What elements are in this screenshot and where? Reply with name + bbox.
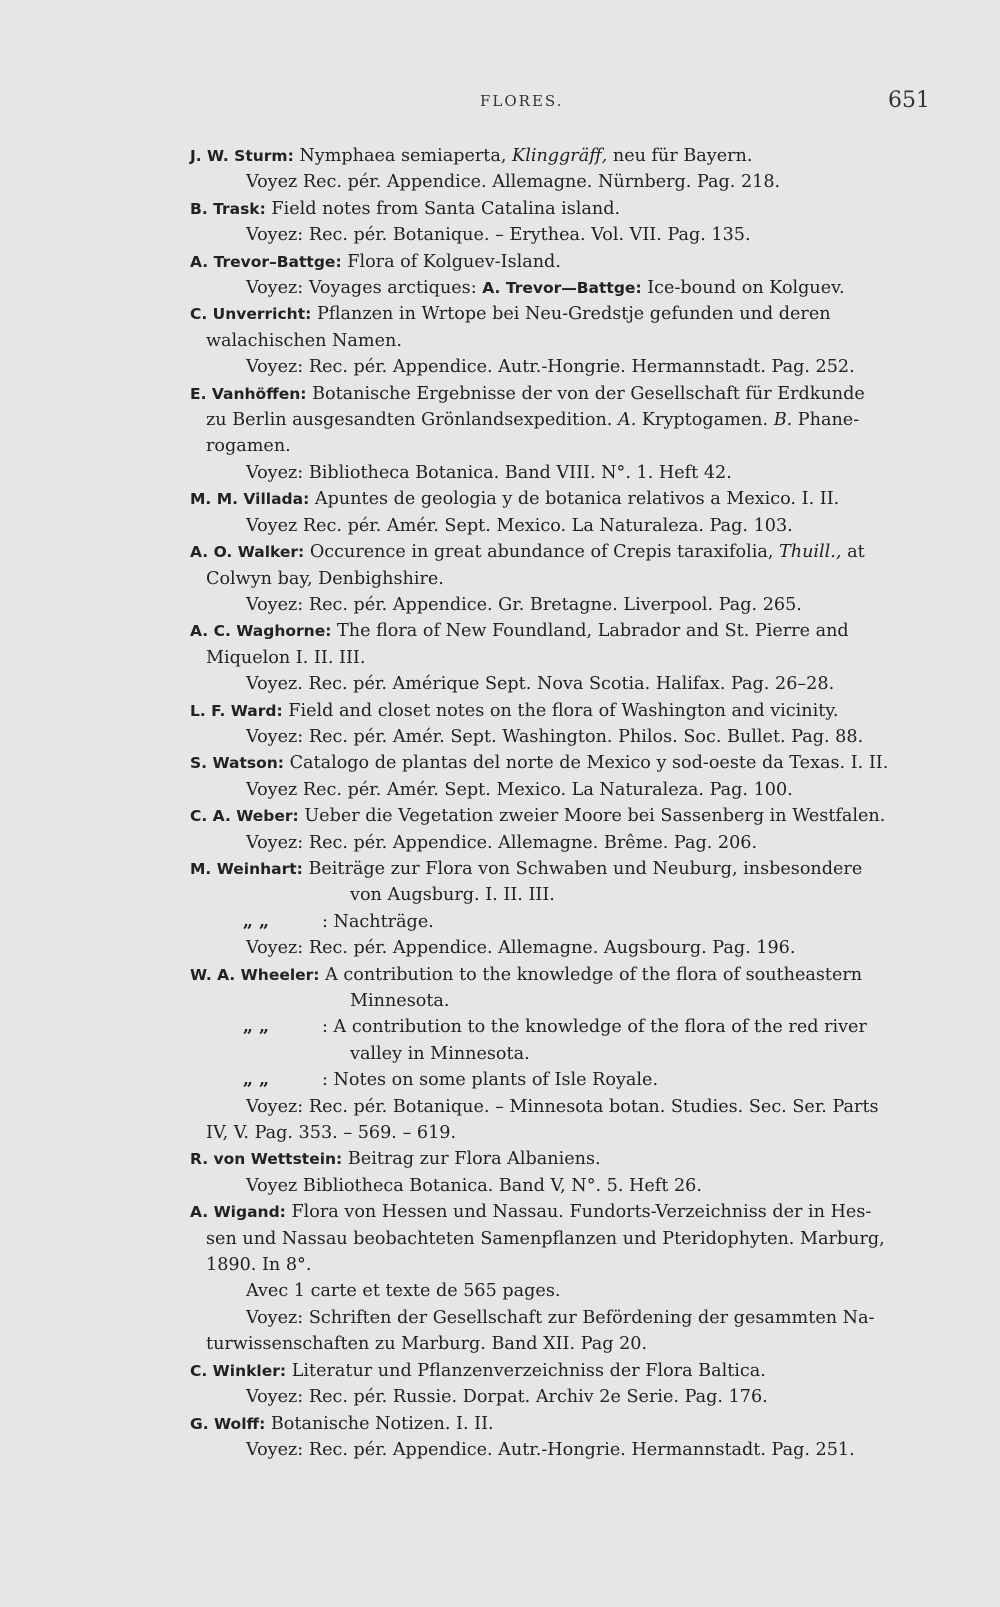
bibliography-entry [190, 803, 930, 856]
reference-text: Ice-bound on Kolguev. [641, 278, 845, 299]
bibliography-entry [190, 1199, 930, 1357]
entry-author: J. W. Sturm: [190, 147, 294, 165]
entry-title: The flora of New Foundland, Labrador and St. Pierre and [337, 621, 849, 642]
bibliography-entry [190, 1411, 930, 1464]
entry-title-continued: 1890. In 8°. [206, 1255, 312, 1276]
entry-author: A. Trevor–Battge: [190, 252, 342, 271]
bibliography-entry [190, 486, 930, 539]
bibliography-entry [190, 143, 930, 196]
entry-title: Field notes from Santa Catalina island. [271, 198, 621, 219]
entry-title-italic: Thuill., [779, 542, 842, 563]
reference-text: Voyez: Voyages arctiques: [246, 278, 483, 299]
entry-author: A. C. Waghorne: [190, 622, 332, 641]
bibliography-entry [190, 301, 930, 380]
entry-author: A. O. Walker: [190, 543, 305, 562]
entry-title: Ueber die Vegetation zweier Moore bei Sassenberg in Westfalen. [304, 806, 886, 827]
sub-title-text: : Notes on some plants of Isle Royale. [322, 1070, 659, 1091]
entry-reference: Voyez: Rec. pér. Amér. Sept. Washington. Philos. Soc. Bullet. Pag. 88. [246, 726, 864, 747]
entry-title: Field and closet notes on the flora of Washington and vicinity. [288, 700, 839, 721]
bibliography-entry [190, 1358, 930, 1411]
bibliography-entry [190, 856, 930, 962]
entry-title-italic: Klinggräff, [512, 146, 608, 166]
reference-author: A. Trevor—Battge: [482, 279, 642, 298]
entry-title: Nymphaea semiaperta, [299, 146, 513, 166]
bibliography-entry [190, 196, 930, 249]
entry-author: S. Watson: [190, 754, 284, 773]
entry-title: Botanische Ergebnisse der von der Gesellschaft für Erdkunde [312, 383, 865, 404]
entry-reference: Voyez: Rec. pér. Botanique. – Erythea. Vol. VII. Pag. 135. [246, 225, 751, 246]
ditto-marks: „ „ [242, 1069, 270, 1091]
entry-author: B. Trask: [190, 199, 266, 218]
page-number: 651 [888, 88, 930, 113]
entry-reference: Voyez: Bibliotheca Botanica. Band VIII. N°. 1. Heft 42. [246, 462, 732, 483]
entry-title: Occurence in great abundance of Crepis taraxifolia, [309, 542, 780, 563]
entry-title-continued: Colwyn bay, Denbighshire. [206, 568, 444, 589]
entry-author: E. Vanhöffen: [190, 384, 307, 403]
entry-sub-title [190, 1014, 930, 1040]
title-italic: A. [618, 410, 637, 431]
running-title: FLORES. [480, 92, 564, 110]
entry-note: Avec 1 carte et texte de 565 pages. [246, 1281, 561, 1302]
entry-reference: Voyez Rec. pér. Amér. Sept. Mexico. La Naturaleza. Pag. 103. [246, 515, 793, 536]
entry-author: M. M. Villada: [190, 490, 310, 509]
bibliography-entry [190, 539, 930, 618]
entry-title: A contribution to the knowledge of the flora of southeastern [325, 964, 863, 985]
entry-title-continued: Minnesota. [350, 991, 450, 1011]
entry-author: R. von Wettstein: [190, 1150, 343, 1169]
entry-author: C. Unverricht: [190, 305, 312, 324]
entry-reference: Voyez: Rec. pér. Russie. Dorpat. Archiv 2e Serie. Pag. 176. [246, 1387, 768, 1408]
entry-title: Beitrag zur Flora Albaniens. [347, 1149, 601, 1170]
entry-title: Apuntes de geologia y de botanica relativos a Mexico. I. II. [314, 489, 840, 510]
title-text: Kryptogamen. [636, 410, 774, 431]
bibliography-entry [190, 249, 930, 302]
ditto-marks: „ „ [242, 910, 270, 932]
entry-title-continued: rogamen. [206, 436, 291, 457]
bibliography-entry [190, 618, 930, 697]
entry-reference: Voyez Rec. pér. Appendice. Allemagne. Nürnberg. Pag. 218. [246, 172, 781, 193]
title-italic: B. [773, 410, 793, 431]
entry-reference: Voyez: Rec. pér. Appendice. Allemagne. Augsbourg. Pag. 196. [246, 938, 796, 959]
entry-title: Botanische Notizen. I. II. [270, 1413, 494, 1434]
entry-author: C. Winkler: [190, 1361, 287, 1380]
entry-reference: Voyez: Rec. pér. Appendice. Allemagne. Brême. Pag. 206. [246, 832, 758, 853]
entry-reference: Voyez: Rec. pér. Appendice. Autr.-Hongrie. Hermannstadt. Pag. 251. [246, 1439, 855, 1460]
entry-author: A. Wigand: [190, 1203, 286, 1222]
entry-title: Pflanzen in Wrtope bei Neu-Gredstje gefunden und deren [316, 304, 831, 325]
entry-reference: Voyez: Rec. pér. Botanique. – Minnesota botan. Studies. Sec. Ser. Parts [246, 1096, 879, 1117]
entry-reference: Voyez Bibliotheca Botanica. Band V, N°. 5. Heft 26. [246, 1175, 702, 1196]
title-text: Phane- [792, 410, 860, 431]
entry-title: neu für Bayern. [607, 146, 753, 166]
entry-reference: Voyez: Rec. pér. Appendice. Gr. Bretagne. Liverpool. Pag. 265. [246, 594, 802, 615]
entry-title: Literatur und Pflanzenverzeichniss der Flora Baltica. [291, 1360, 766, 1381]
entry-title: at [841, 542, 865, 563]
entry-title: Catalogo de plantas del norte de Mexico y sod-oeste da Texas. I. II. [289, 753, 889, 774]
entry-reference: Voyez Rec. pér. Amér. Sept. Mexico. La Naturaleza. Pag. 100. [246, 779, 793, 800]
entry-sub-title [190, 909, 930, 935]
entry-sub-title [190, 1067, 930, 1093]
entry-author: M. Weinhart: [190, 859, 303, 878]
entry-sub-title-continued: valley in Minnesota. [350, 1043, 530, 1064]
bibliography-entry [190, 750, 930, 803]
page-header [190, 88, 930, 118]
bibliography-entry [190, 1146, 930, 1199]
entry-reference-continued: turwissenschaften zu Marburg. Band XII. Pag 20. [206, 1334, 648, 1355]
entry-reference [190, 275, 930, 301]
entry-title: Beiträge zur Flora von Schwaben und Neuburg, insbesondere [308, 858, 863, 879]
entry-author: W. A. Wheeler: [190, 965, 320, 984]
ditto-marks: „ „ [242, 1016, 270, 1038]
bibliography-entry [190, 381, 930, 487]
entry-author: G. Wolff: [190, 1414, 266, 1433]
title-text: zu Berlin ausgesandten Grönlandsexpedition. [206, 410, 618, 431]
entry-author: L. F. Ward: [190, 701, 283, 720]
entry-title-continued: von Augsburg. I. II. III. [350, 885, 555, 906]
entry-title-continued: walachischen Namen. [206, 330, 402, 351]
entry-author: C. A. Weber: [190, 807, 299, 826]
bibliography-entry [190, 698, 930, 751]
bibliography-list [190, 143, 930, 1463]
sub-title-text: : A contribution to the knowledge of the flora of the red river [322, 1017, 867, 1038]
entry-title: Flora von Hessen und Nassau. Fundorts-Verzeichniss der in Hes- [291, 1202, 872, 1223]
entry-title-continued [190, 407, 930, 433]
entry-reference: Voyez: Schriften der Gesellschaft zur Befördening der gesammten Na- [246, 1307, 875, 1328]
sub-title-text: : Nachträge. [322, 911, 434, 932]
entry-reference-continued: IV, V. Pag. 353. – 569. – 619. [206, 1123, 457, 1144]
entry-title-continued: sen und Nassau beobachteten Samenpflanzen und Pteridophyten. Marburg, [206, 1228, 885, 1249]
entry-title-continued: Miquelon I. II. III. [206, 647, 366, 668]
entry-reference: Voyez: Rec. pér. Appendice. Autr.-Hongrie. Hermannstadt. Pag. 252. [246, 357, 855, 378]
bibliography-entry [190, 962, 930, 1147]
entry-reference: Voyez. Rec. pér. Amérique Sept. Nova Scotia. Halifax. Pag. 26–28. [246, 674, 835, 695]
entry-title: Flora of Kolguev-Island. [347, 251, 561, 272]
